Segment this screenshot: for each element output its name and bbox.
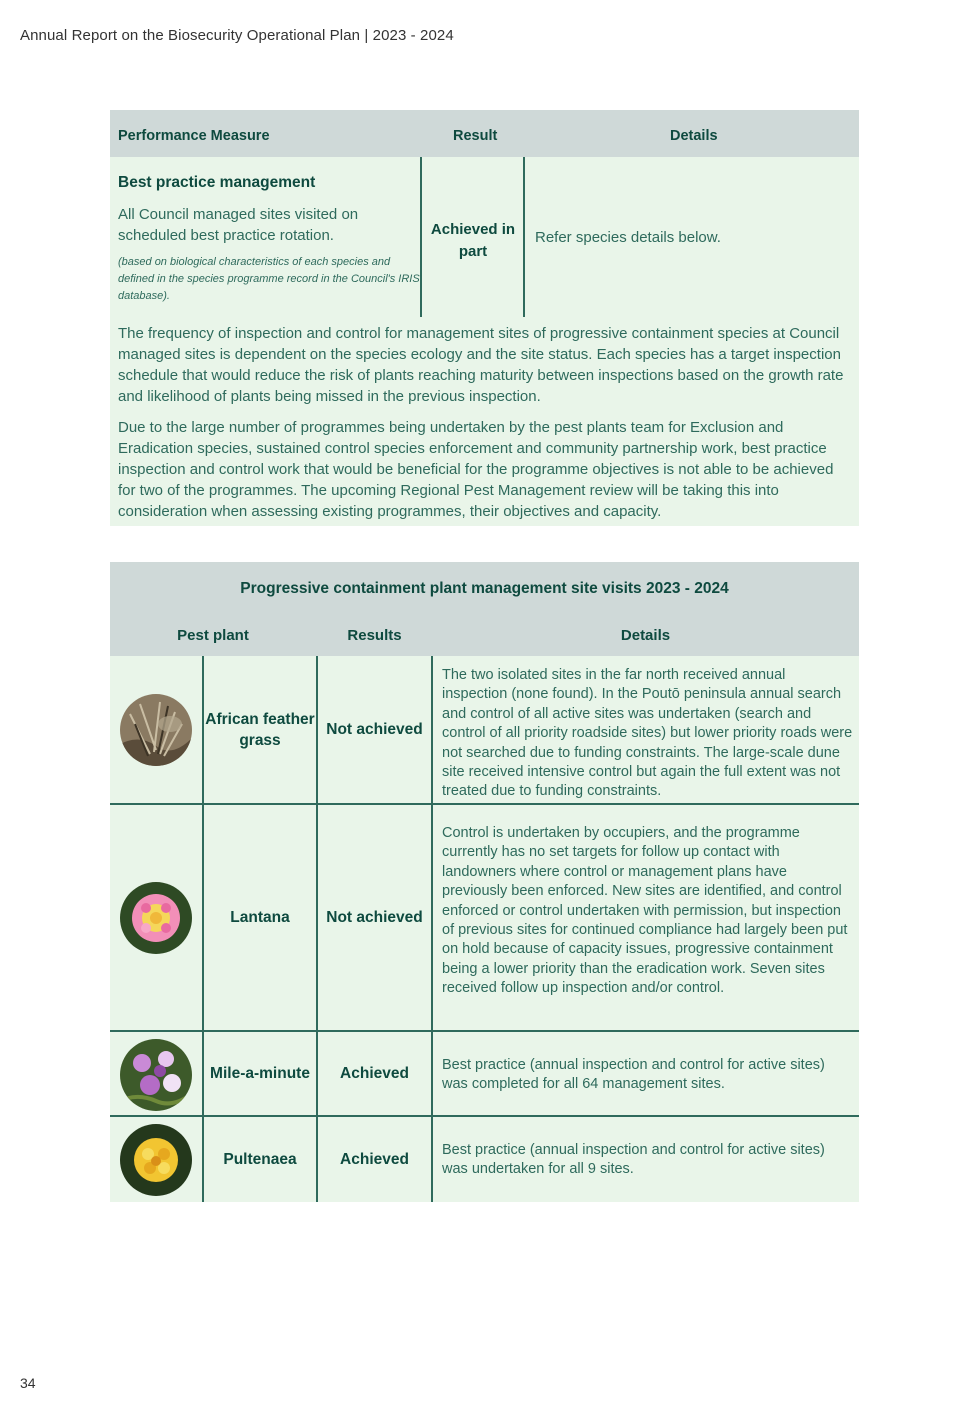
column-divider: [431, 1032, 433, 1115]
measure-description: All Council managed sites visited on scheduled best practice rotation.: [118, 206, 359, 244]
commentary-paragraph: The frequency of inspection and control for management sites of progressive containment species at Council managed sites is dependent on the species ecology and the site status. Each species has a target inspection schedule that would reduce the risk of plants reaching maturity between inspections based on the growth rate and likelihood of plants being missed in the previous inspection.: [118, 325, 844, 405]
table-row: [110, 656, 859, 805]
column-header-result: Result: [453, 128, 498, 144]
table-header-row: [110, 110, 859, 157]
table-header: [110, 562, 859, 656]
commentary-paragraph: Due to the large number of programmes being undertaken by the pest plants team for Exclusion and Eradication species, sustained control species enforcement and community partnership work, best practice inspection and control work that would be beneficial for the programme objectives is not able to be achieved for two of the programmes. The upcoming Regional Pest Management review will be taking this into consideration when assessing existing programmes, their objectives and capacity.: [118, 419, 834, 520]
column-header-performance-measure: Performance Measure: [118, 128, 270, 144]
pest-plant-result: Achieved: [340, 1065, 409, 1082]
table-title: Progressive containment plant management site visits 2023 - 2024: [240, 580, 729, 597]
pest-plant-name: Pultenaea: [223, 1151, 297, 1168]
pest-plant-name: African feather grass: [205, 710, 315, 749]
measure-details: Refer species details below.: [535, 229, 721, 246]
site-visits-table: [110, 562, 859, 1202]
column-divider: [431, 1117, 433, 1202]
pest-plant-details: The two isolated sites in the far north received annual inspection (none found). In the Poutō peninsula annual search and control of all active sites was undertaken (search and control of all priority roadside sites) but lower priority roads were not searched due to funding constraints. The large-scale dune site received intensive control but again the full extent was not treated due to funding constraints.: [442, 667, 853, 800]
column-header-details: Details: [670, 128, 718, 144]
column-header-details: Details: [620, 627, 671, 644]
measure-commentary: [110, 317, 859, 526]
african-feather-grass-photo: [120, 694, 192, 766]
pest-plant-name: Mile-a-minute: [210, 1065, 310, 1082]
table-row: [110, 157, 859, 317]
lantana-photo: [120, 882, 192, 954]
measure-title: Best practice management: [118, 174, 316, 191]
pultenaea-photo: [120, 1124, 192, 1196]
table-row: [110, 1032, 859, 1117]
table-row: [110, 805, 859, 1032]
column-header-results: Results: [347, 627, 402, 644]
measure-result: Achieved in part: [430, 221, 516, 260]
table-row: [110, 1117, 859, 1202]
measure-note: (based on biological characteristics of each species and defined in the species programme record in the Council's IRIS database).: [118, 256, 420, 302]
column-divider: [431, 656, 433, 803]
column-header-pest-plant: Pest plant: [177, 627, 249, 644]
pest-plant-result: Achieved: [340, 1151, 409, 1168]
page-number: 34: [20, 1375, 36, 1391]
mile-a-minute-photo: [120, 1039, 192, 1111]
pest-plant-result: Not achieved: [326, 721, 423, 738]
pest-plant-details: Best practice (annual inspection and control for active sites) was undertaken for all 9 sites.: [442, 1142, 825, 1178]
running-header: Annual Report on the Biosecurity Operational Plan | 2023 - 2024: [20, 27, 454, 44]
performance-measure-table: [110, 110, 859, 526]
pest-plant-result: Not achieved: [326, 909, 423, 926]
pest-plant-name: Lantana: [230, 909, 290, 926]
pest-plant-details: Best practice (annual inspection and control for active sites) was completed for all 64 management sites.: [442, 1057, 825, 1093]
column-divider: [431, 805, 433, 1030]
pest-plant-details: Control is undertaken by occupiers, and the programme currently has no set targets for follow up contact with landowners where control or management plans have previously been enforced. New sites are identified, and control enforced or control undertaken with permission, but inspection of previous sites for continued compliance had largely been put on hold because of capacity issues, progressive containment being a lower priority than the eradication work. Seven sites received follow up inspection and/or control.: [442, 825, 848, 997]
